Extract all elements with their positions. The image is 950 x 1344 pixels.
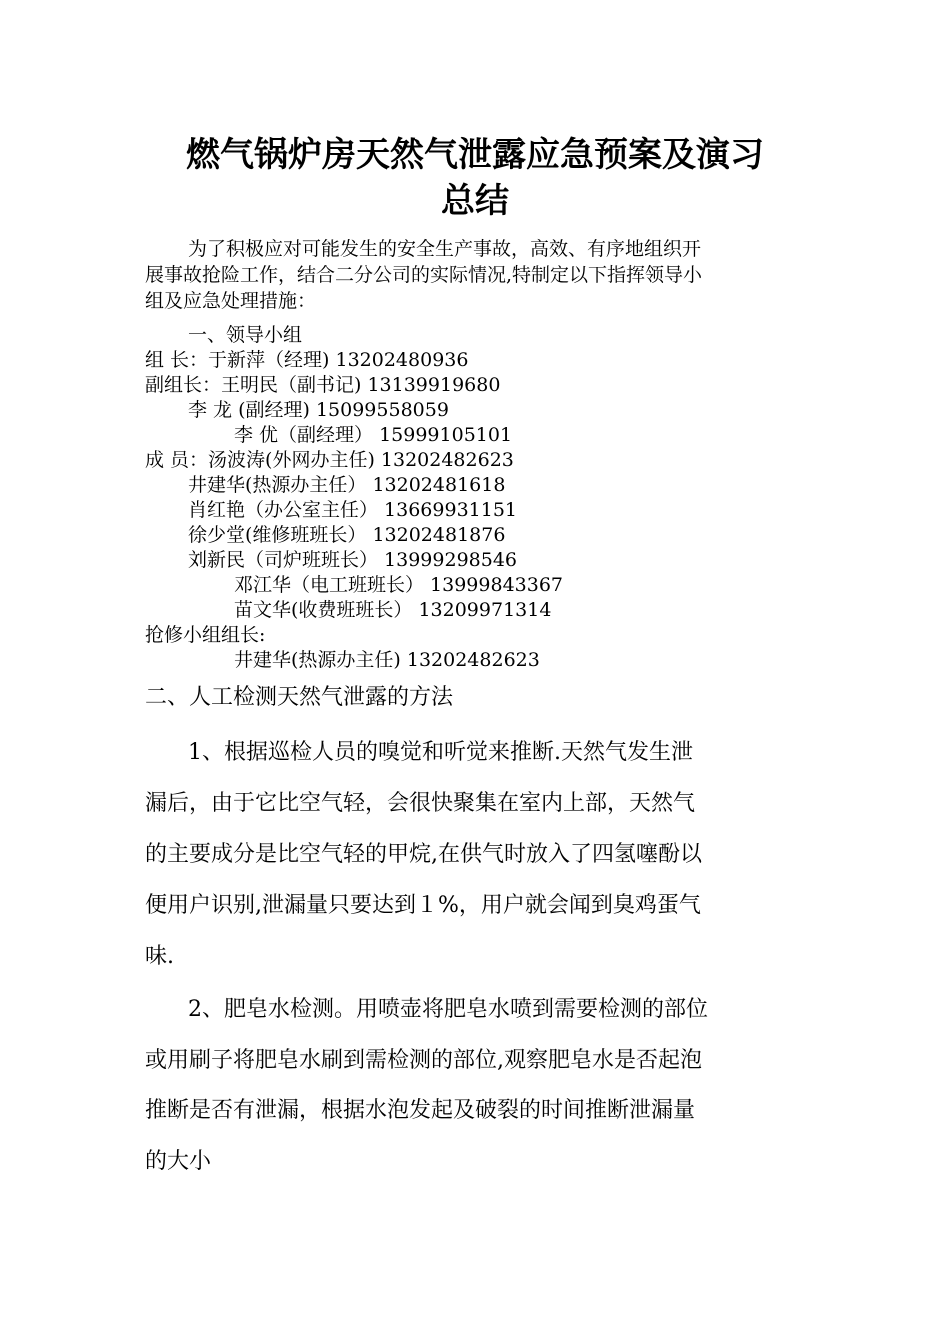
para-2-line: 或用刷子将肥皂水刷到需检测的部位,观察肥皂水是否起泡 bbox=[145, 1048, 702, 1073]
leader-line: 副组长：王明民（副书记) 13139919680 bbox=[145, 374, 501, 396]
leader-line: 组 长：于新萍（经理) 13202480936 bbox=[145, 349, 469, 371]
member-line: 邓江华（电工班班长） 13999843367 bbox=[234, 574, 564, 596]
para-2-line: 的大小 bbox=[145, 1149, 212, 1174]
document-title-line-1: 燃气锅炉房天然气泄露应急预案及演习 bbox=[186, 135, 764, 175]
para-1-line: 味. bbox=[145, 944, 174, 969]
leader-line: 李 龙 (副经理) 15099558059 bbox=[188, 399, 449, 421]
para-1-line: 1、根据巡检人员的嗅觉和听觉来推断.天然气发生泄 bbox=[188, 740, 693, 765]
repair-team-heading: 抢修小组组长: bbox=[145, 624, 266, 646]
para-1-line: 的主要成分是比空气轻的甲烷,在供气时放入了四氢噻酚以 bbox=[145, 842, 702, 867]
repair-team-leader: 井建华(热源办主任) 13202482623 bbox=[234, 649, 540, 671]
para-1-line: 漏后，由于它比空气轻，会很快聚集在室内上部，天然气 bbox=[145, 791, 696, 816]
member-line: 成 员：汤波涛(外网办主任) 13202482623 bbox=[145, 449, 514, 471]
intro-line-2: 展事故抢险工作，结合二分公司的实际情况,特制定以下指挥领导小 bbox=[145, 264, 703, 286]
member-line: 刘新民（司炉班班长） 13999298546 bbox=[188, 549, 518, 571]
para-2-line: 2、肥皂水检测。用喷壶将肥皂水喷到需要检测的部位 bbox=[188, 997, 708, 1022]
section-2-heading: 二、人工检测天然气泄露的方法 bbox=[145, 685, 454, 710]
para-1-line: 便用户识别,泄漏量只要达到１%，用户就会闻到臭鸡蛋气 bbox=[145, 893, 701, 918]
intro-line-3: 组及应急处理措施： bbox=[145, 290, 317, 312]
intro-line-1: 为了积极应对可能发生的安全生产事故，高效、有序地组织开 bbox=[188, 238, 702, 260]
para-2-line: 推断是否有泄漏，根据水泡发起及破裂的时间推断泄漏量 bbox=[145, 1098, 696, 1123]
member-line: 肖红艳（办公室主任） 13669931151 bbox=[188, 499, 518, 521]
member-line: 徐少堂(维修班班长） 13202481876 bbox=[188, 524, 506, 546]
section-1-heading: 一、领导小组 bbox=[188, 324, 303, 346]
document-title-line-2: 总结 bbox=[441, 181, 509, 221]
member-line: 井建华(热源办主任） 13202481618 bbox=[188, 474, 506, 496]
member-line: 苗文华(收费班班长） 13209971314 bbox=[234, 599, 552, 621]
leader-line: 李 优（副经理） 15999105101 bbox=[234, 424, 513, 446]
